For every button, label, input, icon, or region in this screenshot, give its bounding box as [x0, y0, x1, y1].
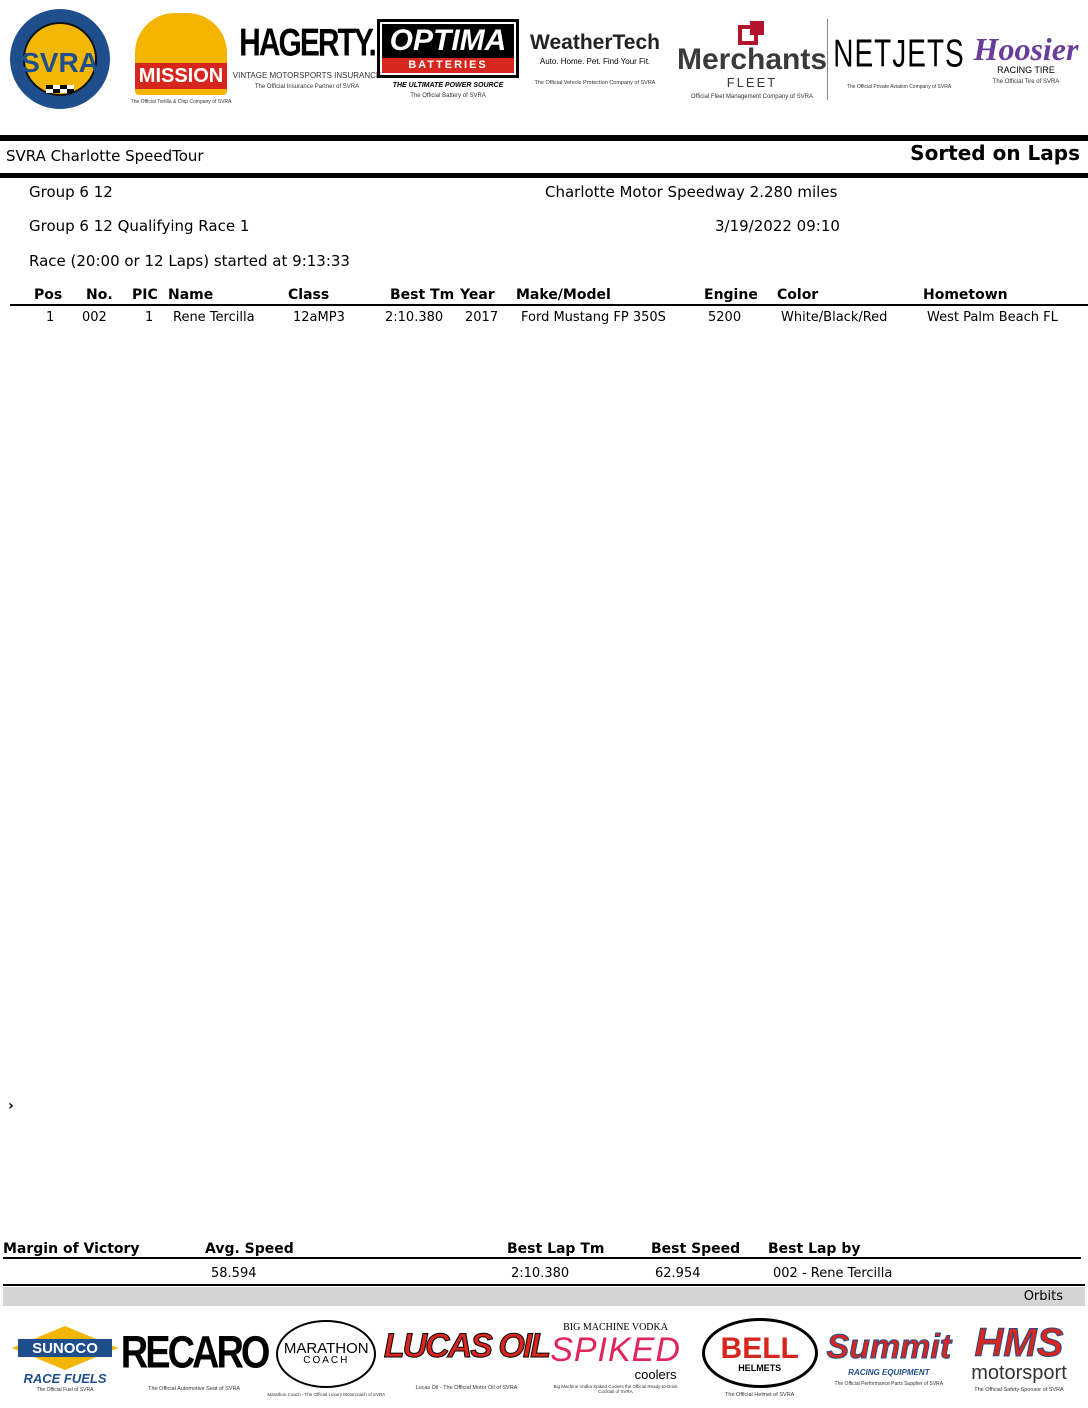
svra-emblem-icon	[8, 7, 112, 111]
cell-engine: 5200	[708, 310, 742, 325]
col-make-model: Make/Model	[516, 287, 611, 303]
optima-logo: OPTIMA BATTERIES THE ULTIMATE POWER SOURCE The Official Battery of SVRA	[383, 19, 513, 99]
summary-best-lap-by-header: Best Lap by	[768, 1241, 861, 1257]
session-label: Group 6 12 Qualifying Race 1	[29, 217, 250, 235]
cell-class: 12aMP3	[293, 310, 345, 325]
hms-motorsport-logo: HMS motorsport The Official Safety Sponsor of SVRA	[971, 1321, 1067, 1393]
recaro-logo: RECARO The Official Automotive Seat of SVRA	[120, 1327, 268, 1392]
session-datetime: 3/19/2022 09:10	[715, 217, 840, 235]
footer-bar	[3, 1287, 1085, 1306]
cell-no: 002	[82, 310, 107, 325]
lucas-oil-logo: LUCAS OIL Lucas Oil - The Official Motor Oil of SVRA	[383, 1327, 550, 1391]
cell-pic: 1	[145, 310, 154, 325]
svg-text:SVRA: SVRA	[21, 47, 99, 78]
footer-credit: Orbits	[1023, 1289, 1063, 1304]
sunoco-diamond-icon	[10, 1324, 120, 1372]
top-sponsor-bar	[0, 0, 1088, 118]
cell-make-model: Ford Mustang FP 350S	[521, 310, 666, 325]
cell-pos: 1	[46, 310, 55, 325]
summit-racing-logo: Summit RACING EQUIPMENT The Official Performance Parts Supplier of SVRA	[826, 1327, 952, 1387]
merchants-fleet-logo: Merchants FLEET Official Fleet Management Company of SVRA	[677, 19, 828, 100]
merchants-mark-icon	[738, 19, 766, 45]
summary-margin-header: Margin of Victory	[3, 1241, 140, 1257]
col-color: Color	[777, 287, 819, 303]
summary-best-lap-tm-value: 2:10.380	[511, 1266, 570, 1281]
summary-best-speed-header: Best Speed	[651, 1241, 741, 1257]
cell-year: 2017	[465, 310, 499, 325]
summary-avg-speed-value: 58.594	[211, 1266, 257, 1281]
mission-logo: MISSION The Official Tortilla & Chip Company of SVRA	[131, 13, 231, 105]
track-label: Charlotte Motor Speedway 2.280 miles	[545, 183, 838, 201]
col-no: No.	[86, 287, 113, 303]
spiked-coolers-logo: BIG MACHINE VODKA SPIKED coolers Big Machine Vodka Spiked Coolers the Official Ready-to-Drink Cocktail of SVRA	[550, 1322, 681, 1394]
svg-text:SUNOCO: SUNOCO	[32, 1339, 98, 1357]
col-pic: PIC	[132, 287, 158, 303]
cell-hometown: West Palm Beach FL	[927, 310, 1058, 325]
col-class: Class	[288, 287, 330, 303]
bell-helmets-logo: BELL HELMETS The Official Helmet of SVRA	[698, 1318, 822, 1398]
col-name: Name	[168, 287, 214, 303]
col-pos: Pos	[34, 287, 63, 303]
sunoco-logo: SUNOCO RACE FUELS The Official Fuel of SVRA	[6, 1324, 124, 1393]
svra-logo	[6, 7, 114, 111]
col-hometown: Hometown	[923, 287, 1008, 303]
summary-best-lap-tm-header: Best Lap Tm	[507, 1241, 605, 1257]
cell-name: Rene Tercilla	[173, 310, 255, 325]
summary-bottom-rule	[3, 1284, 1085, 1286]
header-rule-bottom	[0, 173, 1088, 178]
summary-avg-speed-header: Avg. Speed	[205, 1241, 294, 1257]
results-header-rule	[10, 304, 1088, 306]
summary-best-speed-value: 62.954	[655, 1266, 701, 1281]
group-label: Group 6 12	[29, 183, 113, 201]
bottom-sponsor-bar	[0, 1310, 1088, 1406]
col-engine: Engine	[704, 287, 758, 303]
summary-best-lap-by-value: 002 - Rene Tercilla	[773, 1266, 893, 1281]
hoosier-logo: Hoosier RACING TIRE The Official Tire of SVRA	[973, 31, 1079, 85]
stray-mark: ›	[8, 1098, 14, 1114]
summary-header-rule	[3, 1257, 1081, 1259]
hagerty-logo: HAGERTY. VINTAGE MOTORSPORTS INSURANCE The Official Insurance Partner of SVRA	[232, 21, 382, 90]
weathertech-logo: WeatherTech Auto. Home. Pet. Find Your Fit. The Official Vehicle Protection Company of SVRA	[530, 31, 660, 86]
cell-color: White/Black/Red	[781, 310, 888, 325]
marathon-coach-logo: MARATHON COACH Marathon Coach - The Official Luxury Motorcoach of SVRA	[264, 1320, 388, 1397]
sort-label: Sorted on Laps	[910, 141, 1080, 165]
col-best-tm: Best Tm	[390, 287, 455, 303]
event-title: SVRA Charlotte SpeedTour	[6, 147, 204, 165]
race-info: Race (20:00 or 12 Laps) started at 9:13:33	[29, 252, 350, 270]
col-year: Year	[460, 287, 495, 303]
netjets-logo: NETJETS The Official Private Aviation Company of SVRA	[833, 31, 965, 90]
cell-best-tm: 2:10.380	[385, 310, 444, 325]
